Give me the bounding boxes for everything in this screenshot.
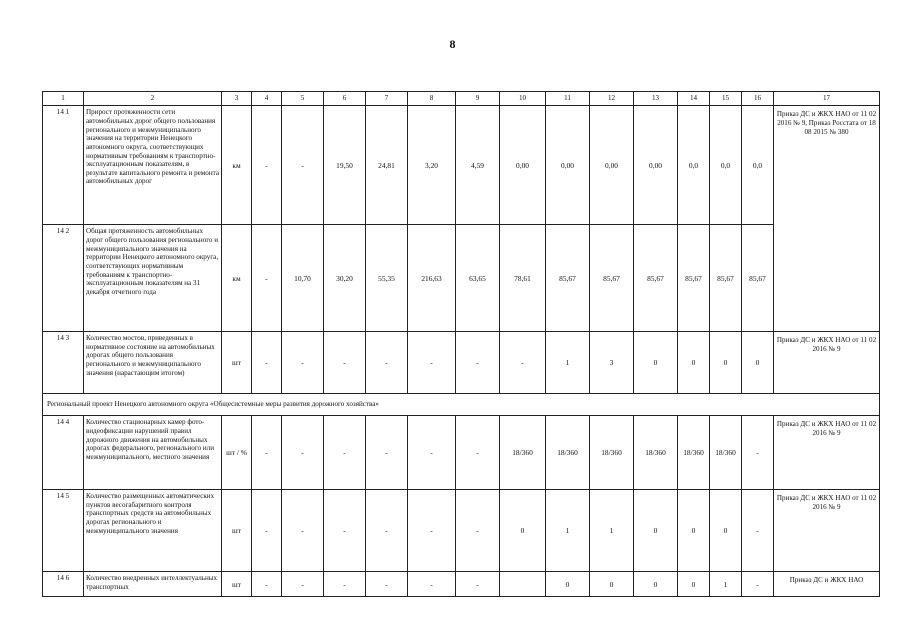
value-cell: 10,70 [282, 225, 324, 332]
section-title: Региональный проект Ненецкого автономного округа «Общесистемные меры развития дорожного хозяйства» [43, 393, 880, 416]
value-cell: 3,20 [408, 106, 456, 225]
table-row [43, 225, 880, 332]
value-cell: - [742, 572, 774, 597]
value-cell: 85,67 [634, 225, 678, 332]
value-cell: 18/360 [710, 416, 742, 490]
section-row [43, 393, 880, 416]
value-cell: - [366, 572, 408, 597]
value-cell: 0 [634, 572, 678, 597]
value-cell: 1 [590, 490, 634, 572]
indicator-name: Количество мостов, приведенных в нормативное состояние на автомобильных дорогах общего пользования регионального и межмуниципального значения (нарастающим итогом) [84, 332, 222, 394]
value-cell: - [456, 572, 500, 597]
unit-cell: км [222, 225, 252, 332]
table-row [43, 332, 880, 394]
value-cell: - [252, 332, 282, 394]
column-header: 5 [282, 92, 324, 106]
column-header: 6 [324, 92, 366, 106]
row-number: 14 5 [43, 490, 84, 572]
value-cell: - [366, 416, 408, 490]
value-cell: - [456, 490, 500, 572]
column-header: 9 [456, 92, 500, 106]
value-cell: - [252, 572, 282, 597]
row-number: 14 1 [43, 106, 84, 225]
value-cell: - [252, 490, 282, 572]
value-cell: 18/360 [500, 416, 546, 490]
value-cell: 0,00 [634, 106, 678, 225]
value-cell: - [324, 572, 366, 597]
unit-cell: шт / % [222, 416, 252, 490]
value-cell: 0,00 [590, 106, 634, 225]
value-cell: 0 [678, 490, 710, 572]
value-cell: 24,81 [366, 106, 408, 225]
source-document: Приказ ДС и ЖКХ НАО [774, 572, 880, 597]
value-cell: 0 [634, 332, 678, 394]
source-document: Приказ ДС и ЖКХ НАО от 11 02 2016 № 9 [774, 332, 880, 394]
column-header: 8 [408, 92, 456, 106]
indicator-name: Общая протяженность автомобильных дорог общего пользования регионального и межмуниципального значения на территории Ненецкого автономного округа, соответствующих нормативным требованиям к транспортно-эксплуатационным показателям на 31 декабря отчетного года [84, 225, 222, 332]
value-cell: 0 [500, 490, 546, 572]
value-cell: - [366, 332, 408, 394]
value-cell: 0,00 [546, 106, 590, 225]
value-cell: 0 [590, 572, 634, 597]
column-header: 13 [634, 92, 678, 106]
column-header: 12 [590, 92, 634, 106]
value-cell: - [282, 490, 324, 572]
value-cell: 1 [546, 490, 590, 572]
value-cell: 0 [678, 332, 710, 394]
column-header: 15 [710, 92, 742, 106]
value-cell: 55,35 [366, 225, 408, 332]
value-cell: 85,67 [546, 225, 590, 332]
value-cell: - [252, 106, 282, 225]
header-row [43, 92, 880, 106]
row-number: 14 6 [43, 572, 84, 597]
value-cell: 1 [546, 332, 590, 394]
value-cell: 85,67 [590, 225, 634, 332]
value-cell: - [408, 572, 456, 597]
value-cell: - [408, 332, 456, 394]
value-cell: - [282, 572, 324, 597]
column-header: 2 [84, 92, 222, 106]
value-cell: 85,67 [678, 225, 710, 332]
value-cell: 85,67 [710, 225, 742, 332]
value-cell: 0,00 [500, 106, 546, 225]
column-header: 7 [366, 92, 408, 106]
value-cell: 216,63 [408, 225, 456, 332]
row-number: 14 2 [43, 225, 84, 332]
value-cell: 0,0 [710, 106, 742, 225]
unit-cell: км [222, 106, 252, 225]
value-cell: 0 [546, 572, 590, 597]
value-cell: - [456, 416, 500, 490]
value-cell: - [456, 332, 500, 394]
page-number: 8 [449, 37, 456, 51]
column-header: 11 [546, 92, 590, 106]
source-document: Приказ ДС и ЖКХ НАО от 11 02 2016 № 9, Приказ Росстата от 18 08 2015 № 380 [774, 106, 880, 332]
column-header: 10 [500, 92, 546, 106]
value-cell: 18/360 [546, 416, 590, 490]
value-cell: 3 [590, 332, 634, 394]
value-cell: 0 [634, 490, 678, 572]
table-row [43, 416, 880, 490]
value-cell: - [252, 225, 282, 332]
column-header: 1 [43, 92, 84, 106]
value-cell: - [252, 416, 282, 490]
value-cell: 0,0 [742, 106, 774, 225]
column-header: 3 [222, 92, 252, 106]
unit-cell: шт [222, 332, 252, 394]
unit-cell: шт [222, 572, 252, 597]
indicator-name: Прирост протяженности сети автомобильных дорог общего пользования регионального и межмуниципального значения на территории Ненецкого автономного округа, соответствующих нормативным требованиям к транспортно-эксплуатационным показателям, в результате капитального ремонта и ремонта автомобильных дорог [84, 106, 222, 225]
table-row [43, 106, 880, 225]
value-cell: 0 [710, 490, 742, 572]
value-cell: 18/360 [590, 416, 634, 490]
value-cell: - [324, 332, 366, 394]
value-cell: 0 [678, 572, 710, 597]
indicators-table [42, 91, 880, 597]
value-cell: 19,50 [324, 106, 366, 225]
value-cell: 0 [742, 332, 774, 394]
value-cell: - [282, 416, 324, 490]
value-cell: - [324, 416, 366, 490]
indicator-name: Количество стационарных камер фото-видеофиксации нарушений правил дорожного движения на автомобильных дорогах федерального, регионального или межмуниципального, местного значения [84, 416, 222, 490]
value-cell: - [408, 416, 456, 490]
value-cell: 30,20 [324, 225, 366, 332]
indicator-name: Количество размещенных автоматических пунктов весогабаритного контроля транспортных средств на автомобильных дорогах регионального и межмуниципального значения [84, 490, 222, 572]
value-cell: 0,0 [678, 106, 710, 225]
value-cell: 18/360 [678, 416, 710, 490]
source-document: Приказ ДС и ЖКХ НАО от 11 02 2016 № 9 [774, 490, 880, 572]
indicator-name: Количество внедренных интеллектуальных транспортных [84, 572, 222, 597]
value-cell: 18/360 [634, 416, 678, 490]
value-cell: - [742, 490, 774, 572]
value-cell: 63,65 [456, 225, 500, 332]
value-cell: 0 [710, 332, 742, 394]
value-cell: - [500, 332, 546, 394]
source-document: Приказ ДС и ЖКХ НАО от 11 02 2016 № 9 [774, 416, 880, 490]
column-header: 16 [742, 92, 774, 106]
value-cell: - [742, 416, 774, 490]
column-header: 14 [678, 92, 710, 106]
value-cell: 78,61 [500, 225, 546, 332]
value-cell: - [366, 490, 408, 572]
table-row [43, 572, 880, 597]
unit-cell: шт [222, 490, 252, 572]
value-cell: - [324, 490, 366, 572]
value-cell: - [282, 332, 324, 394]
value-cell: - [282, 106, 324, 225]
value-cell: - [408, 490, 456, 572]
value-cell: 1 [710, 572, 742, 597]
value-cell: 85,67 [742, 225, 774, 332]
value-cell: 4,59 [456, 106, 500, 225]
column-header: 17 [774, 92, 880, 106]
column-header: 4 [252, 92, 282, 106]
table-row [43, 490, 880, 572]
row-number: 14 3 [43, 332, 84, 394]
value-cell [500, 572, 546, 597]
row-number: 14 4 [43, 416, 84, 490]
